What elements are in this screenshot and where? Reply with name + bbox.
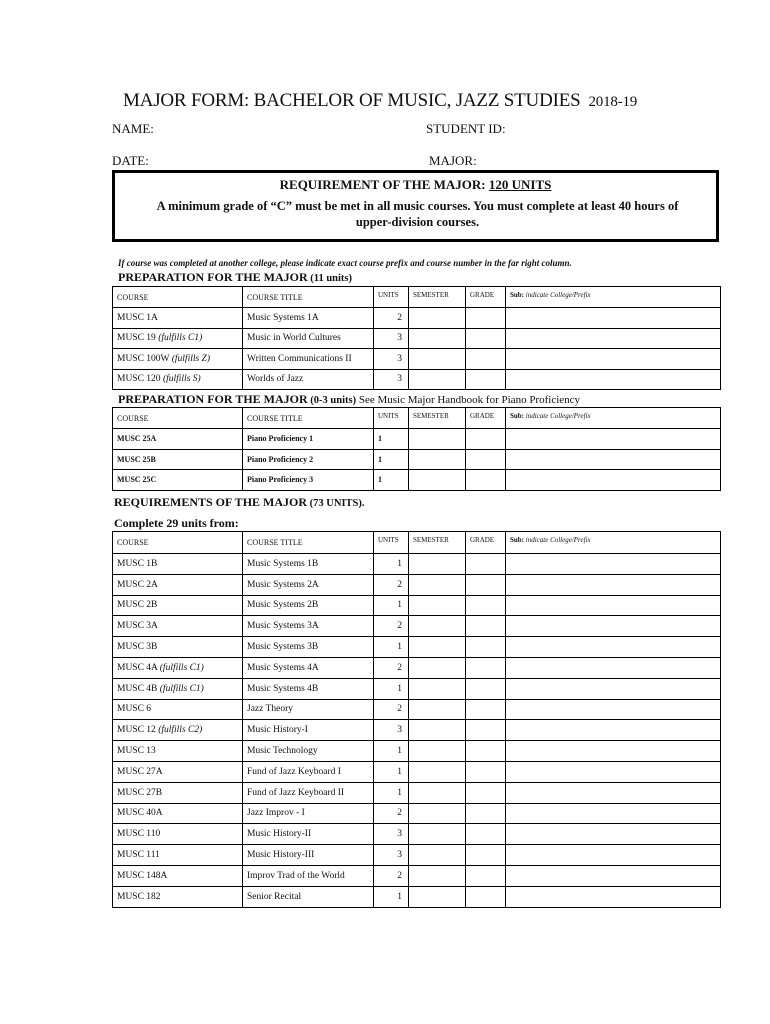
course-title: Music Systems 2A: [243, 574, 374, 595]
course-units: 1: [374, 782, 409, 803]
course-units: 2: [374, 574, 409, 595]
table-row: [113, 845, 721, 866]
grade-field[interactable]: [466, 720, 506, 741]
sub-hint: indicate College/Prefix: [524, 412, 591, 420]
table-row: [113, 761, 721, 782]
grade-field[interactable]: [466, 574, 506, 595]
grade-field[interactable]: [466, 637, 506, 658]
sub-label: Sub:: [510, 536, 525, 544]
grade-field[interactable]: [466, 824, 506, 845]
col-sub-header: [506, 287, 721, 308]
course-units: 1: [374, 595, 409, 616]
course-title: Written Communications II: [243, 349, 374, 370]
sub-college-field[interactable]: [506, 369, 721, 390]
sub-college-field[interactable]: [506, 657, 721, 678]
col-course-header: COURSE: [113, 287, 243, 308]
table-row: [113, 595, 721, 616]
course-units: 1: [374, 678, 409, 699]
reqs-heading: [114, 495, 365, 510]
course-code: MUSC 12 (fulfills C2): [113, 720, 243, 741]
table-header-row: [113, 532, 721, 554]
sub-college-field[interactable]: [506, 349, 721, 370]
semester-field[interactable]: [409, 328, 466, 349]
grade-field[interactable]: [466, 845, 506, 866]
reqs-subheading: Complete 29 units from:: [114, 516, 239, 530]
col-semester-header: SEMESTER: [409, 408, 466, 429]
grade-field[interactable]: [466, 657, 506, 678]
semester-field[interactable]: [409, 782, 466, 803]
course-title: Music Systems 1B: [243, 554, 374, 575]
course-title: Fund of Jazz Keyboard II: [243, 782, 374, 803]
table-row: [113, 308, 721, 329]
table-row: [113, 699, 721, 720]
course-title: Senior Recital: [243, 886, 374, 907]
table-header-row: [113, 287, 721, 308]
grade-field[interactable]: [466, 865, 506, 886]
table-row: [113, 574, 721, 595]
sub-college-field[interactable]: [506, 595, 721, 616]
table-row: [113, 886, 721, 907]
course-units: 1: [374, 554, 409, 575]
grade-field[interactable]: [466, 369, 506, 390]
grade-field[interactable]: [466, 782, 506, 803]
course-code: MUSC 19 (fulfills C1): [113, 328, 243, 349]
course-title: Piano Proficiency 2: [243, 449, 374, 470]
course-title: Music History-III: [243, 845, 374, 866]
course-units: 3: [374, 824, 409, 845]
semester-field[interactable]: [409, 845, 466, 866]
piano-heading: [118, 392, 580, 407]
course-title: Music Systems 3A: [243, 616, 374, 637]
course-code: MUSC 1B: [113, 554, 243, 575]
course-units: 1: [374, 761, 409, 782]
course-code: MUSC 13: [113, 741, 243, 762]
sub-college-field[interactable]: [506, 865, 721, 886]
sub-college-field[interactable]: [506, 637, 721, 658]
reqs-heading-text: REQUIREMENTS OF THE MAJOR: [114, 495, 308, 509]
sub-college-field[interactable]: [506, 449, 721, 470]
sub-college-field[interactable]: [506, 782, 721, 803]
semester-field[interactable]: [409, 720, 466, 741]
course-title: Jazz Improv - I: [243, 803, 374, 824]
semester-field[interactable]: [409, 554, 466, 575]
course-code: MUSC 182: [113, 886, 243, 907]
prep-heading-text: PREPARATION FOR THE MAJOR: [118, 270, 308, 284]
course-code: MUSC 110: [113, 824, 243, 845]
course-units: 3: [374, 845, 409, 866]
table-row: [113, 369, 721, 390]
course-units: 1: [374, 637, 409, 658]
course-code: MUSC 25B: [113, 449, 243, 470]
requirement-box: [112, 170, 719, 242]
sub-college-field[interactable]: [506, 429, 721, 450]
table-row: [113, 657, 721, 678]
course-units: 1: [374, 429, 409, 450]
grade-field[interactable]: [466, 328, 506, 349]
course-title: Music History-I: [243, 720, 374, 741]
sub-college-field[interactable]: [506, 616, 721, 637]
prep-table: [112, 286, 721, 390]
semester-field[interactable]: [409, 616, 466, 637]
sub-hint: indicate College/Prefix: [524, 291, 591, 299]
course-units: 2: [374, 699, 409, 720]
col-title-header: COURSE TITLE: [243, 287, 374, 308]
grade-field[interactable]: [466, 803, 506, 824]
requirement-units: 120 UNITS: [488, 177, 552, 192]
course-title: Music in World Cultures: [243, 328, 374, 349]
sub-college-field[interactable]: [506, 741, 721, 762]
piano-heading-text: PREPARATION FOR THE MAJOR: [118, 392, 308, 406]
course-units: 3: [374, 349, 409, 370]
col-semester-header: SEMESTER: [409, 287, 466, 308]
transfer-note: If course was completed at another college, please indicate exact course prefix and course number in the far right column.: [118, 258, 572, 268]
sub-label: Sub:: [510, 291, 525, 299]
col-grade-header: GRADE: [466, 408, 506, 429]
course-units: 2: [374, 616, 409, 637]
course-code: MUSC 40A: [113, 803, 243, 824]
table-row: [113, 554, 721, 575]
course-code: MUSC 6: [113, 699, 243, 720]
sub-college-field[interactable]: [506, 574, 721, 595]
table-row: [113, 449, 721, 470]
course-units: 3: [374, 720, 409, 741]
student-id-label: STUDENT ID:: [426, 121, 506, 136]
form-title: [123, 90, 637, 112]
table-row: [113, 720, 721, 741]
col-grade-header: GRADE: [466, 287, 506, 308]
sub-college-field[interactable]: [506, 824, 721, 845]
table-row: [113, 782, 721, 803]
course-units: 1: [374, 470, 409, 491]
col-semester-header: SEMESTER: [409, 532, 466, 554]
table-row: [113, 328, 721, 349]
course-code: MUSC 120 (fulfills S): [113, 369, 243, 390]
course-code: MUSC 25C: [113, 470, 243, 491]
semester-field[interactable]: [409, 803, 466, 824]
table-row: [113, 824, 721, 845]
semester-field[interactable]: [409, 865, 466, 886]
col-title-header: COURSE TITLE: [243, 532, 374, 554]
course-units: 2: [374, 865, 409, 886]
table-row: [113, 470, 721, 491]
course-title: Music Systems 1A: [243, 308, 374, 329]
sub-college-field[interactable]: [506, 803, 721, 824]
semester-field[interactable]: [409, 470, 466, 491]
grade-field[interactable]: [466, 886, 506, 907]
semester-field[interactable]: [409, 678, 466, 699]
table-row: [113, 637, 721, 658]
col-units-header: UNITS: [374, 287, 409, 308]
table-row: [113, 678, 721, 699]
grade-field[interactable]: [466, 741, 506, 762]
semester-field[interactable]: [409, 449, 466, 470]
course-code: MUSC 111: [113, 845, 243, 866]
sub-college-field[interactable]: [506, 470, 721, 491]
semester-field[interactable]: [409, 761, 466, 782]
reqs-heading-units: (73 UNITS).: [307, 498, 365, 509]
sub-college-field[interactable]: [506, 720, 721, 741]
prep-heading-units: (11 units): [307, 273, 353, 284]
col-course-header: COURSE: [113, 408, 243, 429]
course-units: 1: [374, 449, 409, 470]
course-title: Music History-II: [243, 824, 374, 845]
grade-field[interactable]: [466, 308, 506, 329]
course-units: 2: [374, 803, 409, 824]
semester-field[interactable]: [409, 574, 466, 595]
grade-field[interactable]: [466, 554, 506, 575]
col-course-header: COURSE: [113, 532, 243, 554]
course-code: MUSC 100W (fulfills Z): [113, 349, 243, 370]
course-code: MUSC 2B: [113, 595, 243, 616]
course-title: Music Systems 3B: [243, 637, 374, 658]
course-units: 1: [374, 886, 409, 907]
course-code: MUSC 1A: [113, 308, 243, 329]
col-grade-header: GRADE: [466, 532, 506, 554]
date-label: DATE:: [112, 153, 149, 168]
course-units: 2: [374, 657, 409, 678]
course-title: Piano Proficiency 1: [243, 429, 374, 450]
sub-college-field[interactable]: [506, 308, 721, 329]
course-units: 1: [374, 741, 409, 762]
requirement-heading: [115, 177, 716, 193]
course-code: MUSC 25A: [113, 429, 243, 450]
grade-field[interactable]: [466, 699, 506, 720]
table-row: [113, 349, 721, 370]
semester-field[interactable]: [409, 657, 466, 678]
course-code: MUSC 2A: [113, 574, 243, 595]
sub-college-field[interactable]: [506, 554, 721, 575]
semester-field[interactable]: [409, 886, 466, 907]
academic-year: 2018-19: [588, 94, 638, 110]
course-title: Worlds of Jazz: [243, 369, 374, 390]
major-label: MAJOR:: [429, 153, 477, 168]
name-label: NAME:: [112, 121, 154, 136]
course-code: MUSC 4B (fulfills C1): [113, 678, 243, 699]
sub-college-field[interactable]: [506, 886, 721, 907]
title-text: MAJOR FORM: BACHELOR OF MUSIC, JAZZ STUDIES: [123, 90, 581, 111]
piano-table: [112, 407, 721, 491]
grade-field[interactable]: [466, 470, 506, 491]
semester-field[interactable]: [409, 429, 466, 450]
sub-college-field[interactable]: [506, 699, 721, 720]
sub-college-field[interactable]: [506, 761, 721, 782]
reqs-table: [112, 531, 721, 908]
grade-field[interactable]: [466, 595, 506, 616]
requirement-prefix: REQUIREMENT OF THE MAJOR:: [279, 177, 489, 192]
grade-field[interactable]: [466, 678, 506, 699]
table-row: [113, 616, 721, 637]
semester-field[interactable]: [409, 349, 466, 370]
table-row: [113, 429, 721, 450]
table-row: [113, 865, 721, 886]
semester-field[interactable]: [409, 741, 466, 762]
semester-field[interactable]: [409, 699, 466, 720]
prep-heading: [118, 270, 352, 285]
course-code: MUSC 27B: [113, 782, 243, 803]
course-title: Improv Trad of the World: [243, 865, 374, 886]
grade-field[interactable]: [466, 349, 506, 370]
course-title: Fund of Jazz Keyboard I: [243, 761, 374, 782]
course-title: Music Systems 4B: [243, 678, 374, 699]
course-units: 3: [374, 369, 409, 390]
course-units: 3: [374, 328, 409, 349]
semester-field[interactable]: [409, 369, 466, 390]
sub-college-field[interactable]: [506, 678, 721, 699]
grade-field[interactable]: [466, 429, 506, 450]
course-code: MUSC 27A: [113, 761, 243, 782]
grade-field[interactable]: [466, 761, 506, 782]
table-row: [113, 803, 721, 824]
semester-field[interactable]: [409, 824, 466, 845]
sub-hint: indicate College/Prefix: [524, 536, 591, 544]
semester-field[interactable]: [409, 637, 466, 658]
grade-field[interactable]: [466, 449, 506, 470]
course-title: Jazz Theory: [243, 699, 374, 720]
course-code: MUSC 4A (fulfills C1): [113, 657, 243, 678]
course-title: Music Systems 2B: [243, 595, 374, 616]
course-units: 2: [374, 308, 409, 329]
course-title: Piano Proficiency 3: [243, 470, 374, 491]
course-code: MUSC 3A: [113, 616, 243, 637]
piano-heading-units: (0-3 units): [307, 395, 357, 406]
sub-college-field[interactable]: [506, 845, 721, 866]
requirement-details: A minimum grade of “C” must be met in all music courses. You must complete at least 40 hours of upper-division courses.: [156, 199, 679, 229]
grade-field[interactable]: [466, 616, 506, 637]
col-sub-header: [506, 408, 721, 429]
sub-label: Sub:: [510, 412, 525, 420]
course-code: MUSC 148A: [113, 865, 243, 886]
col-sub-header: [506, 532, 721, 554]
col-title-header: COURSE TITLE: [243, 408, 374, 429]
course-code: MUSC 3B: [113, 637, 243, 658]
semester-field[interactable]: [409, 308, 466, 329]
semester-field[interactable]: [409, 595, 466, 616]
course-title: Music Systems 4A: [243, 657, 374, 678]
course-title: Music Technology: [243, 741, 374, 762]
col-units-header: UNITS: [374, 408, 409, 429]
sub-college-field[interactable]: [506, 328, 721, 349]
col-units-header: UNITS: [374, 532, 409, 554]
table-header-row: [113, 408, 721, 429]
piano-heading-note: See Music Major Handbook for Piano Proficiency: [356, 394, 581, 406]
table-row: [113, 741, 721, 762]
